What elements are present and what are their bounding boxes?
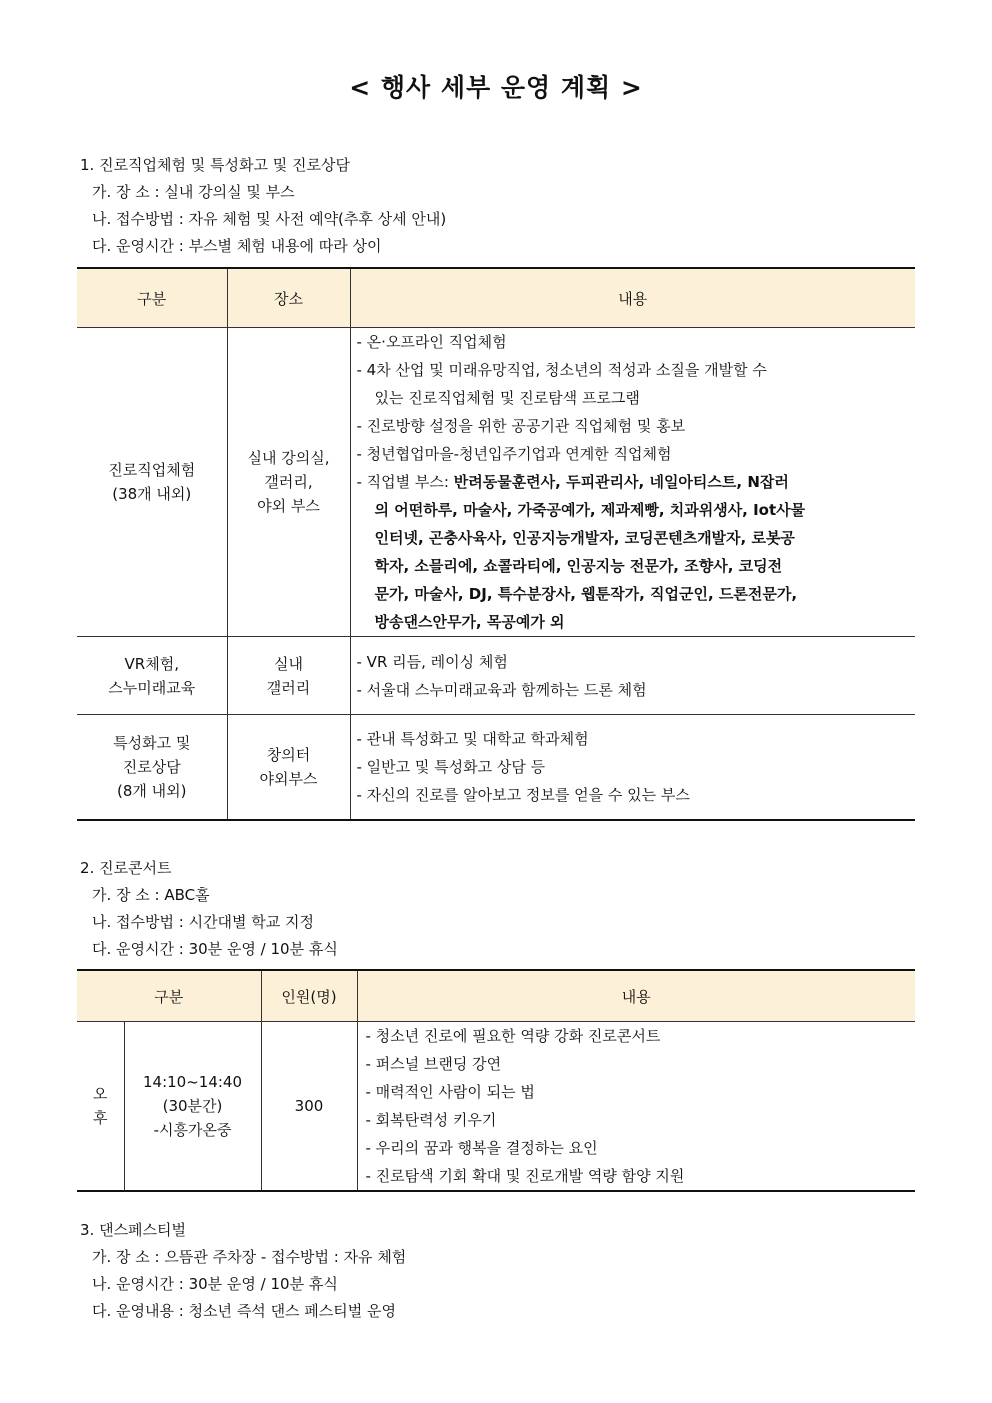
col-header: 내용 (357, 970, 915, 1022)
category-count: (38개 내외) (112, 485, 192, 503)
category-count: (8개 내외) (117, 781, 187, 800)
place-label: 야외 부스 (257, 497, 320, 515)
list-item: - 일반고 및 특성화고 상담 등 (356, 757, 546, 776)
list-item: - 자신의 진로를 알아보고 정보를 얻을 수 있는 부스 (356, 785, 690, 804)
page-title: < 행사 세부 운영 계획 > (349, 73, 643, 102)
category-label: 스누미래교육 (108, 678, 196, 697)
list-item: - VR 리듬, 레이싱 체험 (356, 652, 508, 671)
table-header-row (77, 970, 915, 1022)
list-item: - 청소년 진로에 필요한 역량 강화 진로콘서트 (365, 1027, 661, 1045)
list-item: - 진로탐색 기회 확대 및 진로개발 역량 함양 지원 (365, 1167, 685, 1185)
place-label: 실내 강의실, (247, 449, 330, 467)
section-heading: 3. 댄스페스티벌 (80, 1221, 187, 1239)
info-hours: 다. 운영시간 : 부스별 체험 내용에 따라 상이 (92, 237, 382, 255)
list-item-prefix: - 직업별 부스: (356, 473, 454, 491)
list-item: - 우리의 꿈과 행복을 결정하는 요인 (365, 1139, 598, 1157)
school-label: -시흥가온중 (153, 1121, 232, 1139)
list-item: - 회복탄력성 키우기 (365, 1111, 497, 1129)
content-cell (357, 1022, 915, 1192)
booth-list: 의 어떤하루, 마술사, 가죽공예가, 제과제빵, 치과위생사, Iot사물 (374, 501, 806, 519)
place-label: 창의터 (266, 745, 311, 764)
count-cell: 300 (261, 1022, 357, 1192)
list-item: - 관내 특성화고 및 대학교 학과체험 (356, 729, 589, 748)
info-registration: 나. 접수방법 : 시간대별 학교 지정 (92, 913, 315, 931)
period-label: 후 (93, 1109, 108, 1127)
booth-list: 학자, 소믈리에, 쇼콜라티에, 인공지능 전문가, 조향사, 코딩전 (374, 557, 783, 575)
section-heading: 2. 진로콘서트 (80, 859, 172, 877)
place-cell (227, 637, 350, 715)
place-label: 실내 (274, 654, 303, 673)
table-row (77, 715, 915, 820)
category-label: 진로상담 (122, 757, 181, 776)
col-header: 내용 (350, 268, 915, 328)
info-location: 가. 장 소 : 실내 강의실 및 부스 (92, 183, 295, 201)
place-cell (227, 715, 350, 820)
table-concert (77, 969, 915, 1192)
place-label: 갤러리, (264, 473, 313, 491)
info-hours: 나. 운영시간 : 30분 운영 / 10분 휴식 (92, 1275, 338, 1293)
list-item: - 진로방향 설정을 위한 공공기관 직업체험 및 홍보 (356, 417, 686, 435)
content-cell (350, 328, 915, 637)
col-header: 인원(명) (261, 970, 357, 1022)
time-label: 14:10~14:40 (142, 1073, 243, 1091)
info-content: 다. 운영내용 : 청소년 즉석 댄스 페스티벌 운영 (92, 1302, 397, 1320)
place-label: 야외부스 (259, 769, 318, 788)
content-cell (350, 715, 915, 820)
place-label: 갤러리 (266, 678, 311, 697)
category-cell (77, 715, 227, 820)
table-header-row (77, 268, 915, 328)
col-header: 구분 (77, 970, 261, 1022)
category-label: 특성화고 및 (113, 733, 191, 752)
booth-list: 반려동물훈련사, 두피관리사, 네일아티스트, N잡러 (453, 473, 789, 491)
content-cell (350, 637, 915, 715)
booth-list: 인터넷, 곤충사육사, 인공지능개발자, 코딩콘텐츠개발자, 로봇공 (374, 529, 795, 547)
table-row (77, 328, 915, 637)
category-cell (77, 328, 227, 637)
col-header: 구분 (77, 268, 227, 328)
duration-label: (30분간) (162, 1097, 223, 1115)
list-item (357, 468, 910, 496)
category-label: VR체험, (124, 654, 179, 673)
section-2 (80, 855, 338, 963)
category-cell (77, 637, 227, 715)
col-header: 장소 (227, 268, 350, 328)
section-3 (80, 1217, 406, 1325)
booth-list: 방송댄스안무가, 목공예가 외 (374, 613, 565, 631)
section-heading: 1. 진로직업체험 및 특성화고 및 진로상담 (80, 156, 350, 174)
list-item-cont: 있는 진로직업체험 및 진로탐색 프로그램 (374, 389, 640, 407)
list-item: - 4차 산업 및 미래유망직업, 청소년의 적성과 소질을 개발할 수 (356, 361, 767, 379)
list-item: - 서울대 스누미래교육과 함께하는 드론 체험 (356, 680, 647, 699)
list-item: - 청년협업마을-청년입주기업과 연계한 직업체험 (356, 445, 672, 463)
table-row (77, 1022, 915, 1192)
list-item: - 매력적인 사람이 되는 법 (365, 1083, 535, 1101)
booth-list: 문가, 마술사, DJ, 특수분장사, 웹툰작가, 직업군인, 드론전문가, (374, 585, 798, 603)
period-label: 오 (93, 1085, 108, 1103)
info-hours: 다. 운영시간 : 30분 운영 / 10분 휴식 (92, 940, 338, 958)
info-location: 가. 장 소 : ABC홀 (92, 886, 210, 904)
info-location: 가. 장 소 : 으뜸관 주차장 - 접수방법 : 자유 체험 (92, 1248, 407, 1266)
info-registration: 나. 접수방법 : 자유 체험 및 사전 예약(추후 상세 안내) (92, 210, 447, 228)
list-item: - 퍼스널 브랜딩 강연 (365, 1055, 502, 1073)
time-cell (124, 1022, 261, 1192)
category-label: 진로직업체험 (108, 461, 196, 479)
place-cell (227, 328, 350, 637)
section-1 (80, 152, 446, 260)
period-cell (77, 1022, 124, 1192)
table-row (77, 637, 915, 715)
table-booths (77, 267, 915, 821)
list-item: - 온·오프라인 직업체험 (356, 333, 507, 351)
